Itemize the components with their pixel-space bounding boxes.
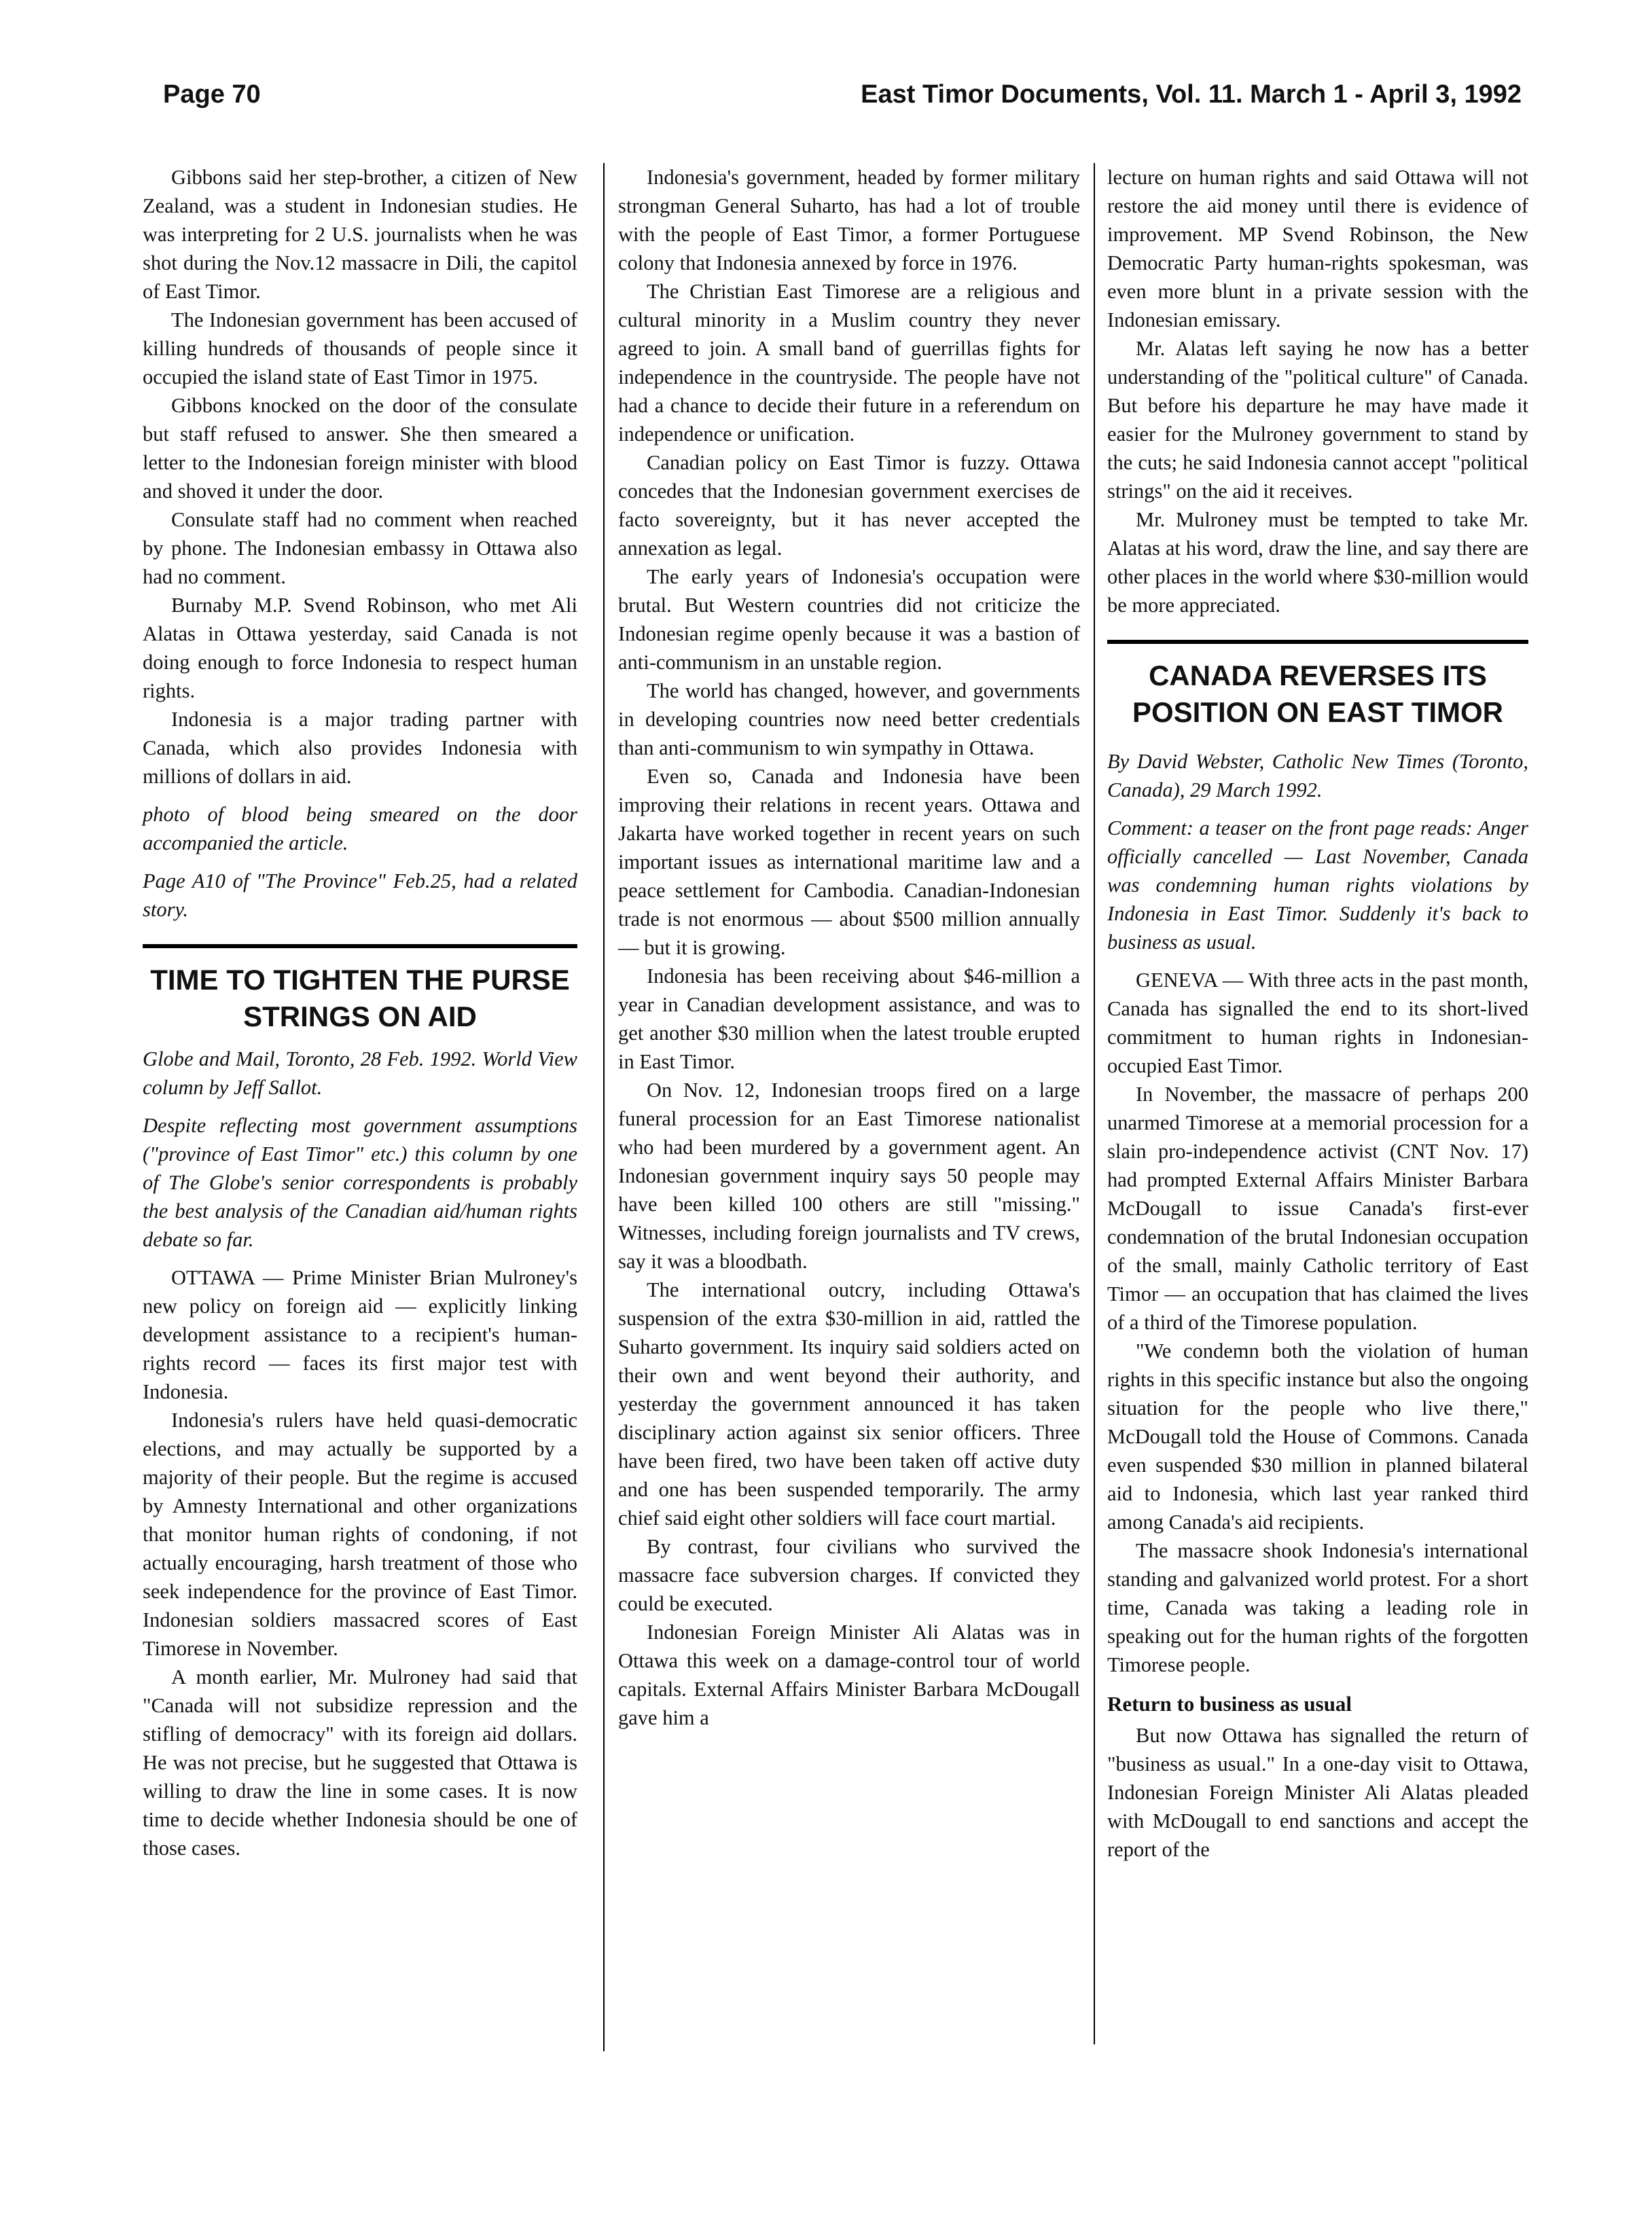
- editor-note: Page A10 of "The Province" Feb.25, had a related story.: [143, 869, 577, 921]
- paragraph: The world has changed, however, and governments in developing countries now need better credentials than anti-communism to win sympathy in Ottawa.: [618, 679, 1080, 759]
- paragraph: Consulate staff had no comment when reached by phone. The Indonesian embassy in Ottawa also had no comment.: [143, 508, 577, 588]
- editor-note: photo of blood being smeared on the door accompanied the article.: [143, 803, 577, 854]
- paragraph: Indonesia's rulers have held quasi-democratic elections, and may actually be supported by a majority of their people. But the regime is accused by Amnesty International and other organizations that monitor human rights of condoning, if not actually encouraging, harsh treatment of those who seek independence for the province of East Timor. Indonesian soldiers massacred scores of East Timorese in November.: [143, 1409, 577, 1660]
- paragraph: Burnaby M.P. Svend Robinson, who met Ali Alatas in Ottawa yesterday, said Canada is not doing enough to force Indonesia to respect human rights.: [143, 594, 577, 702]
- paragraph: Indonesia has been receiving about $46-million a year in Canadian development assistance, and was to get another $30 million when the latest trouble erupted in East Timor.: [618, 964, 1080, 1073]
- section-rule: [1107, 640, 1528, 644]
- paragraph: Mr. Alatas left saying he now has a better understanding of the "political culture" of Canada. But before his departure he may have made it easier for the Mulroney government to stand by the cuts; he said Indonesia cannot accept "political strings" on the aid it receives.: [1107, 337, 1528, 503]
- column-divider-2: [1094, 163, 1095, 2044]
- page-number: Page 70: [163, 80, 261, 109]
- article-headline: CANADA REVERSES ITS POSITION ON EAST TIMOR: [1132, 660, 1504, 728]
- paragraph: The Indonesian government has been accused of killing hundreds of thousands of people since it occupied the island state of East Timor in 1975.: [143, 308, 577, 389]
- paragraph: But now Ottawa has signalled the return of "business as usual." In a one-day visit to Ottawa, Indonesian Foreign Minister Ali Alatas pleaded with McDougall to end sanctions and accept the report of the: [1107, 1724, 1528, 1861]
- paragraph: lecture on human rights and said Ottawa will not restore the aid money until there is evidence of improvement. MP Svend Robinson, the New Democratic Party human-rights spokesman, was even more blunt in a private session with the Indonesian emissary.: [1107, 166, 1528, 331]
- running-header: East Timor Documents, Vol. 11. March 1 - April 3, 1992: [861, 80, 1522, 109]
- paragraph: The international outcry, including Ottawa's suspension of the extra $30-million in aid, rattled the Suharto government. Its inquiry said soldiers acted on their own and went beyond their authority, and yesterday the government announced it has taken disciplinary action against six senior officers. Three have been fired, two have been taken off active duty and one has been suspended temporarily. The army chief said eight other soldiers will face court martial.: [618, 1278, 1080, 1530]
- article-headline: TIME TO TIGHTEN THE PURSE STRINGS ON AID: [150, 964, 570, 1032]
- paragraph: By contrast, four civilians who survived the massacre face subversion charges. If convicted they could be executed.: [618, 1535, 1080, 1615]
- paragraph: In November, the massacre of perhaps 200 unarmed Timorese at a memorial procession for a slain pro-independence activist (CNT Nov. 17) had prompted External Affairs Minister Barbara McDougall to issue Canada's first-ever condemnation of the brutal Indonesian occupation of the small, mainly Catholic territory of East Timor — an occupation that has claimed the lives of a third of the Timorese population.: [1107, 1083, 1528, 1334]
- paragraph: Indonesia's government, headed by former military strongman General Suharto, has had a lot of trouble with the people of East Timor, a former Portuguese colony that Indonesia annexed by force in 1976.: [618, 166, 1080, 274]
- paragraph: Indonesia is a major trading partner with Canada, which also provides Indonesia with millions of dollars in aid.: [143, 708, 577, 788]
- column-divider-1: [603, 163, 605, 2051]
- paragraph: Gibbons said her step-brother, a citizen of New Zealand, was a student in Indonesian studies. He was interpreting for 2 U.S. journalists when he was shot during the Nov.12 massacre in Dili, the capitol of East Timor.: [143, 166, 577, 303]
- paragraph: GENEVA — With three acts in the past month, Canada has signalled the end to its short-lived commitment to human rights in Indonesian-occupied East Timor.: [1107, 969, 1528, 1077]
- section-rule: [143, 944, 577, 948]
- column-3: [1107, 163, 1528, 1864]
- section-subheading: Return to business as usual: [1107, 1692, 1352, 1716]
- paragraph: Indonesian Foreign Minister Ali Alatas was in Ottawa this week on a damage-control tour of world capitals. External Affairs Minister Barbara McDougall gave him a: [618, 1621, 1080, 1729]
- paragraph: The massacre shook Indonesia's international standing and galvanized world protest. For a short time, Canada was taking a leading role in speaking out for the human rights of the forgotten Timorese people.: [1107, 1539, 1528, 1676]
- paragraph: OTTAWA — Prime Minister Brian Mulroney's new policy on foreign aid — explicitly linking development assistance to a recipient's human-rights record — faces its first major test with Indonesia.: [143, 1266, 577, 1403]
- paragraph: The Christian East Timorese are a religious and cultural minority in a Muslim country they never agreed to join. A small band of guerrillas fights for independence in the countryside. The people have not had a chance to decide their future in a referendum on independence or unification.: [618, 280, 1080, 446]
- paragraph: Gibbons knocked on the door of the consulate but staff refused to answer. She then smeared a letter to the Indonesian foreign minister with blood and shoved it under the door.: [143, 394, 577, 503]
- paragraph: A month earlier, Mr. Mulroney had said that "Canada will not subsidize repression and the stifling of democracy" with its foreign aid dollars. He was not precise, but he suggested that Ottawa is willing to draw the line in some cases. It is now time to decide whether Indonesia should be one of those cases.: [143, 1665, 577, 1860]
- paragraph: The early years of Indonesia's occupation were brutal. But Western countries did not criticize the Indonesian regime openly because it was a bastion of anti-communism in an unstable region.: [618, 565, 1080, 674]
- editor-comment: Despite reflecting most government assumptions ("province of East Timor" etc.) this column by one of The Globe's senior correspondents is probably the best analysis of the Canadian aid/human rights debate so far.: [143, 1114, 577, 1251]
- paragraph: On Nov. 12, Indonesian troops fired on a large funeral procession for an East Timorese nationalist who had been murdered by a government agent. An Indonesian government inquiry says 50 people may have been killed 100 others are still "missing." Witnesses, including foreign journalists and TV crews, say it was a bloodbath.: [618, 1079, 1080, 1273]
- paragraph: Even so, Canada and Indonesia have been improving their relations in recent years. Ottawa and Jakarta have worked together in recent years on such important issues as international maritime law and a peace settlement for Cambodia. Canadian-Indonesian trade is not enormous — about $500 million annually — but it is growing.: [618, 765, 1080, 959]
- paragraph: Canadian policy on East Timor is fuzzy. Ottawa concedes that the Indonesian government exercises de facto sovereignty, but it has never accepted the annexation as legal.: [618, 451, 1080, 560]
- paragraph: Mr. Mulroney must be tempted to take Mr. Alatas at his word, draw the line, and say there are other places in the world where $30-million would be more appreciated.: [1107, 508, 1528, 617]
- column-1: [143, 163, 577, 1862]
- editor-comment: Comment: a teaser on the front page reads: Anger officially cancelled — Last November, Canada was condemning human rights violations by Indonesia in East Timor. Suddenly it's back to business as usual.: [1107, 816, 1528, 954]
- article-byline: By David Webster, Catholic New Times (Toronto, Canada), 29 March 1992.: [1107, 750, 1528, 801]
- paragraph: "We condemn both the violation of human rights in this specific instance but also the ongoing situation for the people who live there," McDougall told the House of Commons. Canada even suspended $30 million in planned bilateral aid to Indonesia, which last year ranked third among Canada's aid recipients.: [1107, 1339, 1528, 1534]
- article-source: Globe and Mail, Toronto, 28 Feb. 1992. World View column by Jeff Sallot.: [143, 1047, 577, 1099]
- column-2: [618, 163, 1080, 1732]
